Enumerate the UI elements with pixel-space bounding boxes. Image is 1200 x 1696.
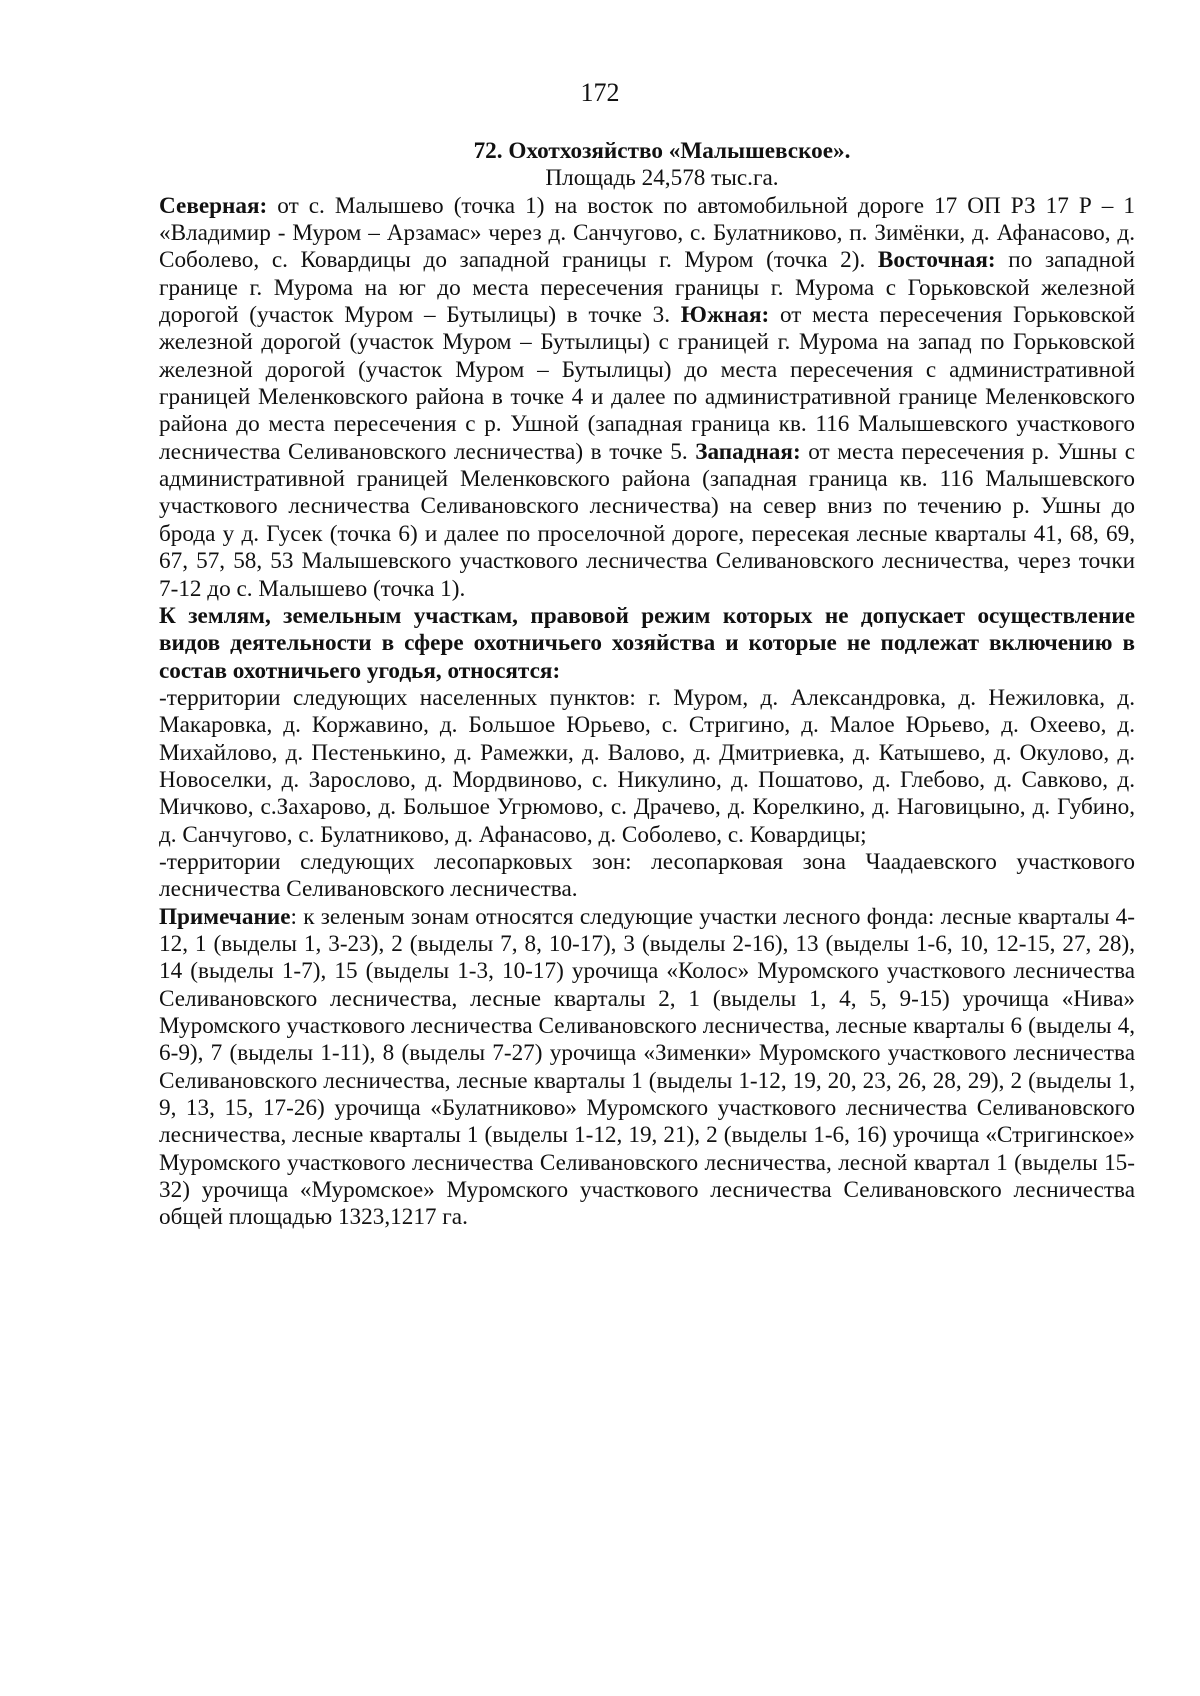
east-border-text: по западной границе г. Мурома на юг до места пересечения границы г. Мурома с Горьковской железной дорогой (участок Муром – Бутылицы) в точке 3. <box>159 247 1135 329</box>
section-title: 72. Охотхозяйство «Малышевское». <box>473 138 851 164</box>
forest-parks-paragraph: -территории следующих лесопарковых зон: лесопарковая зона Чаадаевского участкового лесничества Селивановского лесничества. <box>159 848 1135 903</box>
document-body <box>159 138 1135 1232</box>
north-border-label: Северная: <box>159 192 268 219</box>
west-border-label: Западная: <box>695 438 801 465</box>
note-label: Примечание <box>159 903 291 930</box>
north-border-text: от с. Малышево (точка 1) на восток по автомобильной дороге 17 ОП РЗ 17 Р – 1 «Владимир - Муром – Арзамас» через д. Санчугово, с. Булатниково, п. Зимёнки, д. Афанасово, д. Соболево, с. Ковардицы до западной границы г. Муром (точка 2). <box>159 192 1135 274</box>
note-text: : к зеленым зонам относятся следующие участки лесного фонда: лесные кварталы 4-12, 1 (выделы 1, 3-23), 2 (выделы 7, 8, 10-17), 3 (выделы 2-16), 13 (выделы 1-6, 10, 12-15, 27, 28), 14 (выделы 1-7), 15 (выделы 1-3, 10-17) урочища «Колос» Муромского участкового лесничества Селивановского лесничества, лесные кварталы 2, 1 (выделы 1, 4, 5, 9-15) урочища «Нива» Муромского участкового лесничества Селивановского лесничества, лесные кварталы 6 (выделы 4, 6-9), 7 (выделы 1-11), 8 (выделы 7-27) урочища «Зименки» Муромского участкового лесничества Селивановского лесничества, лесные кварталы 1 (выделы 1-12, 19, 20, 23, 26, 28, 29), 2 (выделы 1, 9, 13, 15, 17-26) урочища «Булатниково» Муромского участкового лесничества Селивановского лесничества, лесные кварталы 1 (выделы 1-12, 19, 21), 2 (выделы 1-6, 16) урочища «Стригинское» Муромского участкового лесничества Селивановского лесничества, лесной квартал 1 (выделы 15-32) урочища «Муромское» Муромского участкового лесничества Селивановского лесничества общей площадью 1323,1217 га. <box>159 903 1135 1231</box>
borders-paragraph <box>159 193 1135 603</box>
south-border-text: от места пересечения Горьковской железной дорогой (участок Муром – Бутылицы) с границей г. Мурома на запад по Горьковской железной дорогой (участок Муром – Бутылицы) до места пересечения с административной границей Меленковского района в точке 4 и далее по административной границе Меленковского района до места пересечения с р. Ушной (западная граница кв. 116 Малышевского участкового лесничества Селивановского лесничества) в точке 5. <box>159 302 1135 465</box>
south-border-label: Южная: <box>680 302 770 329</box>
note-paragraph <box>159 904 1135 1232</box>
area-line: Площадь 24,578 тыс.га. <box>545 165 779 192</box>
page-number: 172 <box>580 78 620 107</box>
settlements-paragraph: -территории следующих населенных пунктов: г. Муром, д. Александровка, д. Нежиловка, д. Макаровка, д. Коржавино, д. Большое Юрьево, с. Стригино, д. Малое Юрьево, д. Охеево, д. Михайлово, д. Пестенькино, д. Рамежки, д. Валово, д. Дмитриевка, д. Катышево, д. Окулово, д. Новоселки, д. Зарослово, д. Мордвиново, с. Никулино, д. Пошатово, д. Глебово, д. Савково, д. Мичково, с.Захарово, д. Большое Угрюмово, с. Драчево, д. Корелкино, д. Наговицыно, д. Губино, д. Санчугово, с. Булатниково, д. Афанасово, д. Соболево, с. Ковардицы; <box>159 684 1135 848</box>
east-border-label: Восточная: <box>877 247 996 274</box>
restrictions-heading: К землям, земельным участкам, правовой режим которых не допускает осуществление видов деятельности в сфере охотничьего хозяйства и которые не подлежат включению в состав охотничьего угодья, относятся: <box>159 602 1135 684</box>
west-border-text: от места пересечения р. Ушны с административной границей Меленковского района (западная граница кв. 116 Малышевского участкового лесничества Селивановского лесничества) на север вниз по течению р. Ушны до брода у д. Гусек (точка 6) и далее по проселочной дороге, пересекая лесные кварталы 41, 68, 69, 67, 57, 58, 53 Малышевского участкового лесничества Селивановского лесничества, через точки 7-12 до с. Малышево (точка 1). <box>159 438 1135 602</box>
